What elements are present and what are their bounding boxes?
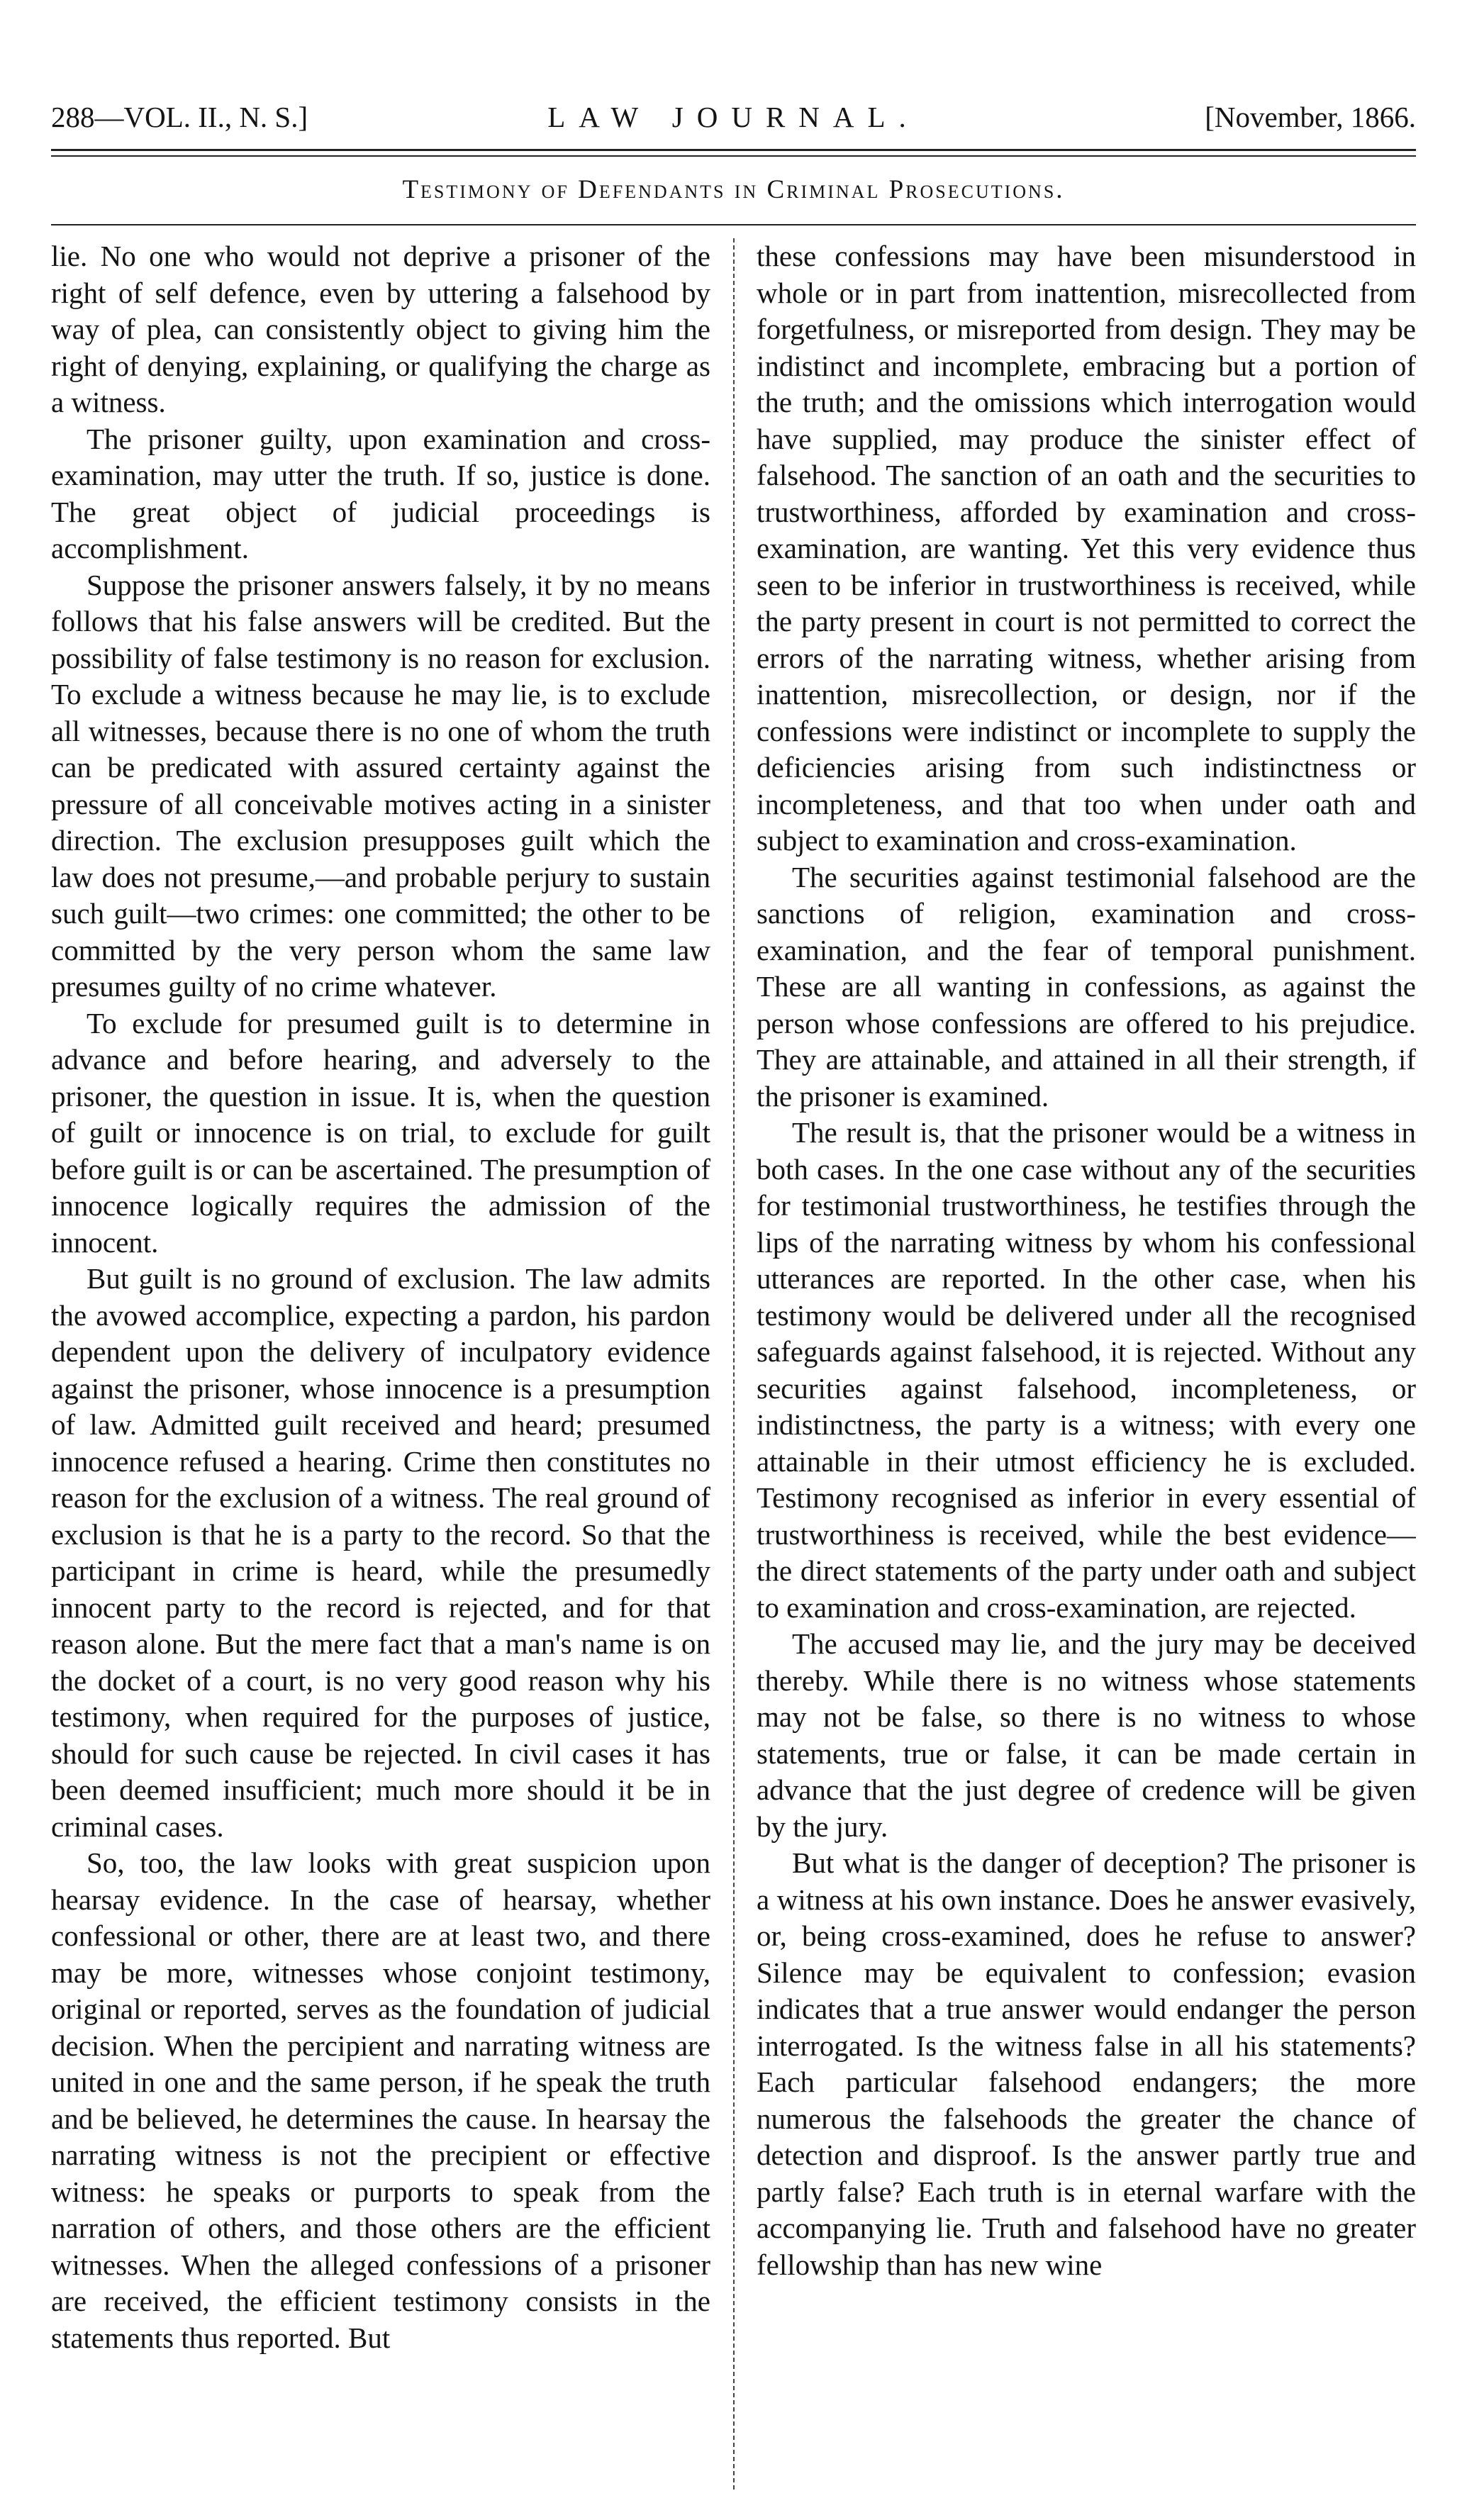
journal-title: LAW JOURNAL. [547,101,920,133]
paragraph: To exclude for presumed guilt is to determine in advance and before hearing, and adversely to the prisoner, the question in issue. It is, when the question of guilt or innocence is on trial, to exclude for guilt before guilt is or can be ascertained. The presumption of innocence logically requires the admission of the innocent. [51,1006,710,1259]
paragraph: But what is the danger of deception? The prisoner is a witness at his own instance. Does he answer evasively, or, being cross-examined, does he refuse to answer? Silence may be equivalent to confession; evasion indicates that a true answer would endanger the person interrogated. Is the witness false in all his statements? Each particular falsehood endangers; the more numerous the falsehoods the greater the chance of detection and disproof. Is the answer partly true and partly false? Each truth is in eternal warfare with the accompanying lie. Truth and falsehood have no greater fellowship than has new wine [757,1846,1416,2281]
paragraph: these confessions may have been misunderstood in whole or in part from inattention, misrecollected from forgetfulness, or misreported from design. They may be indistinct and incomplete, embracing but a portion of the truth; and the omissions which interrogation would have supplied, may produce the sinister effect of falsehood. The sanction of an oath and the securities to trustworthiness, afforded by examination and cross-examination, are wanting. Yet this very evidence thus seen to be inferior in trustworthiness is received, while the party present in court is not permitted to correct the errors of the narrating witness, whether arising from inattention, misrecollection, or design, nor if the confessions were indistinct or incomplete to supply the deficiencies arising from such indistinctness or incompleteness, and that too when under oath and subject to examination and cross-examination. [757,240,1416,857]
volume-page-number: 288—VOL. II., N. S.] [51,101,308,133]
header-rule-thin [51,155,1416,157]
paragraph: The securities against testimonial falsehood are the sanctions of religion, examination and cross-examination, and the fear of temporal punishment. These are all wanting in confessions, as against the person whose confessions are offered to his prejudice. They are attainable, and attained in all their strength, if the prisoner is examined. [757,860,1416,1113]
right-column [757,238,1416,2490]
left-column [51,238,710,2490]
paragraph: The prisoner guilty, upon examination and cross-examination, may utter the truth. If so, justice is done. The great object of judicial proceedings is accomplishment. [51,422,710,564]
running-header [51,85,1416,149]
column-divider [733,238,735,2490]
title-rule [51,224,1416,225]
paragraph: But guilt is no ground of exclusion. The law admits the avowed accomplice, expecting a pardon, his pardon dependent upon the delivery of inculpatory evidence against the prisoner, whose innocence is a presumption of law. Admitted guilt received and heard; presumed innocence refused a hearing. Crime then constitutes no reason for the exclusion of a witness. The real ground of exclusion is that he is a party to the record. So that the participant in crime is heard, while the presumedly innocent party to the record is rejected, and for that reason alone. But the mere fact that a man's name is on the docket of a court, is no very good reason why his testimony, when required for the purposes of justice, should for such cause be rejected. In civil cases it has been deemed insufficient; much more should it be in criminal cases. [51,1262,710,1843]
issue-date: [November, 1866. [1205,101,1416,133]
article-title: Testimony of Defendants in Criminal Prosecutions. [402,175,1065,204]
paragraph: lie. No one who would not deprive a prisoner of the right of self defence, even by uttering a falsehood by way of plea, can consistently object to giving him the right of denying, explaining, or qualifying the charge as a witness. [51,240,710,418]
header-rule-thick [51,149,1416,151]
paragraph: Suppose the prisoner answers falsely, it by no means follows that his false answers will be credited. But the possibility of false testimony is no reason for exclusion. To exclude a witness because he may lie, is to exclude all witnesses, because there is no one of whom the truth can be predicated with assured certainty against the pressure of all conceivable motives acting in a sinister direction. The exclusion presupposes guilt which the law does not presume,—and probable perjury to sustain such guilt—two crimes: one committed; the other to be committed by the very person whom the same law presumes guilty of no crime whatever. [51,568,710,1003]
paragraph: The result is, that the prisoner would be a witness in both cases. In the one case without any of the securities for testimonial trustworthiness, he testifies through the lips of the narrating witness by whom his confessional utterances are reported. In the other case, when his testimony would be delivered under all the recognised safeguards against falsehood, it is rejected. Without any securities against falsehood, incompleteness, or indistinctness, the party is a witness; with every one attainable in their utmost efficiency he is excluded. Testimony recognised as inferior in every essential of trustworthiness is received, while the best evidence—the direct statements of the party under oath and subject to examination and cross-examination, are rejected. [757,1116,1416,1624]
paragraph: So, too, the law looks with great suspicion upon hearsay evidence. In the case of hearsay, whether confessional or other, there are at least two, and there may be more, witnesses whose conjoint testimony, original or reported, serves as the foundation of judicial decision. When the percipient and narrating witness are united in one and the same person, if he speak the truth and be believed, he determines the cause. In hearsay the narrating witness is not the precipient or effective witness: he speaks or purports to speak from the narration of others, and those others are the efficient witnesses. When the alleged confessions of a prisoner are received, the efficient testimony consists in the statements thus reported. But [51,1846,710,2354]
paragraph: The accused may lie, and the jury may be deceived thereby. While there is no witness whose statements may not be false, so there is no witness to whose statements, true or false, it can be made certain in advance that the just degree of credence will be given by the jury. [757,1627,1416,1843]
